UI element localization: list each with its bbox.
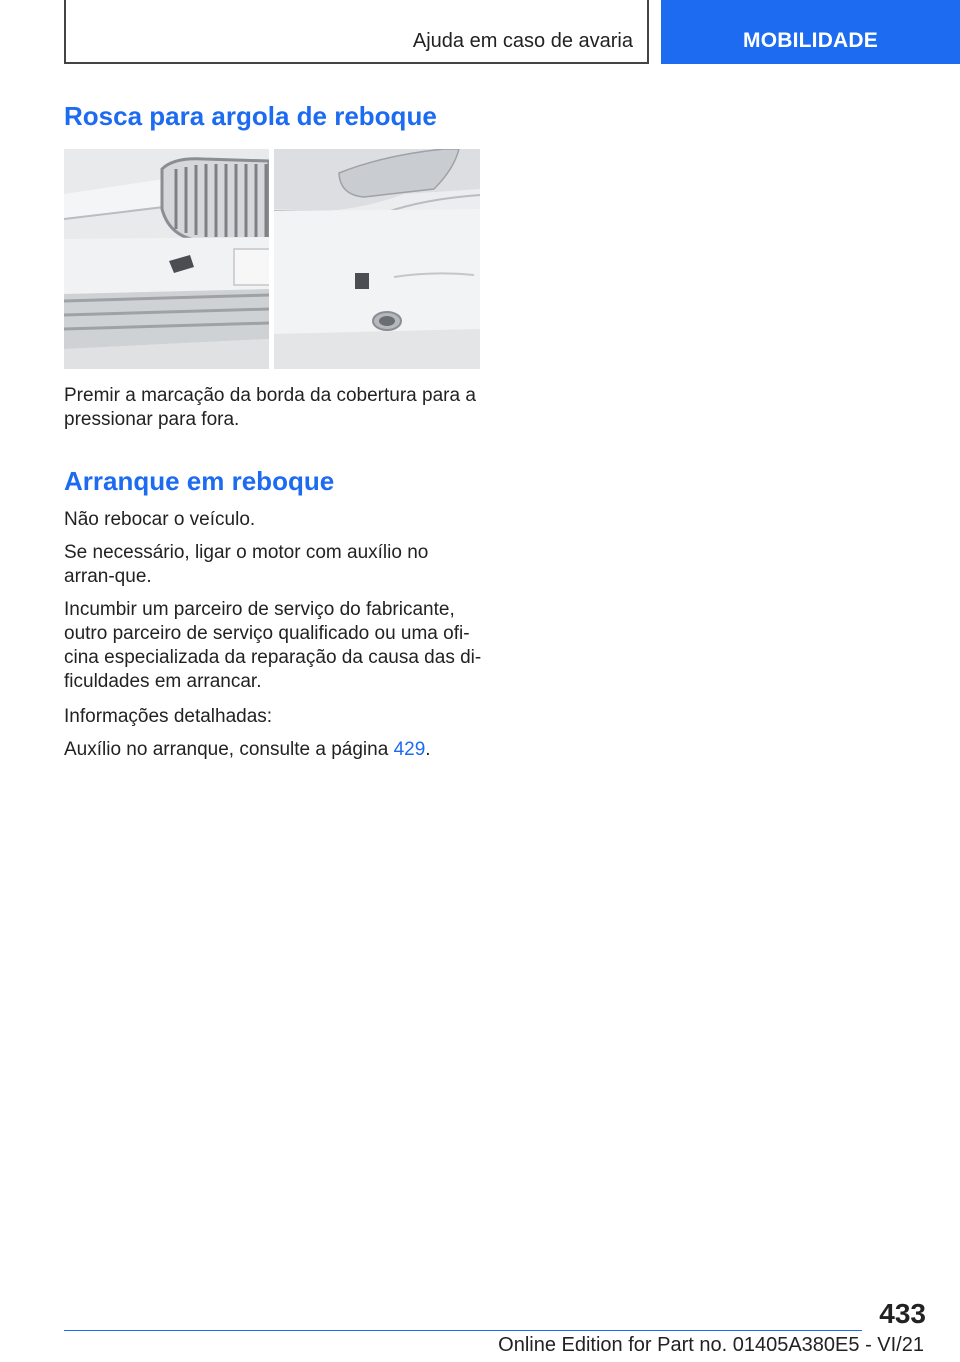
jump-start-reference-text: Auxílio no arranque, consulte a página	[64, 739, 389, 760]
header-tab-label: MOBILIDADE	[743, 29, 878, 52]
section-title-tow-start: Arranque em reboque	[64, 466, 335, 496]
tow-start-paragraph-5	[64, 738, 484, 762]
tow-start-paragraph-3: Incumbir um parceiro de serviço do fabricante, outro parceiro de serviço qualificado ou uma ofi-cina especializada da reparação da causa das di-ficuldades em arrancar.	[64, 599, 482, 692]
tow-start-paragraph-4: Informações detalhadas:	[64, 706, 273, 727]
section-title-tow-thread: Rosca para argola de reboque	[64, 101, 437, 131]
header-section-title: Ajuda em caso de avaria	[412, 30, 633, 52]
tow-start-paragraph-1: Não rebocar o veículo.	[64, 509, 256, 530]
sentence-period: .	[425, 739, 431, 760]
footer-edition-text: Online Edition for Part no. 01405A380E5 - VI/21	[498, 1334, 924, 1356]
tow-thread-instructions: Premir a marcação da borda da cobertura para a pressionar para fora.	[64, 385, 476, 430]
page-429-link[interactable]: 429	[393, 739, 426, 760]
tow-start-paragraph-2: Se necessário, ligar o motor com auxílio no arran-que.	[64, 542, 429, 587]
page-number: 433	[879, 1298, 926, 1329]
header-section-box	[64, 0, 649, 64]
header-tab-mobilidade[interactable]	[661, 0, 960, 64]
footer-divider	[64, 1330, 862, 1331]
tow-eye-cover-illustration	[64, 149, 480, 369]
